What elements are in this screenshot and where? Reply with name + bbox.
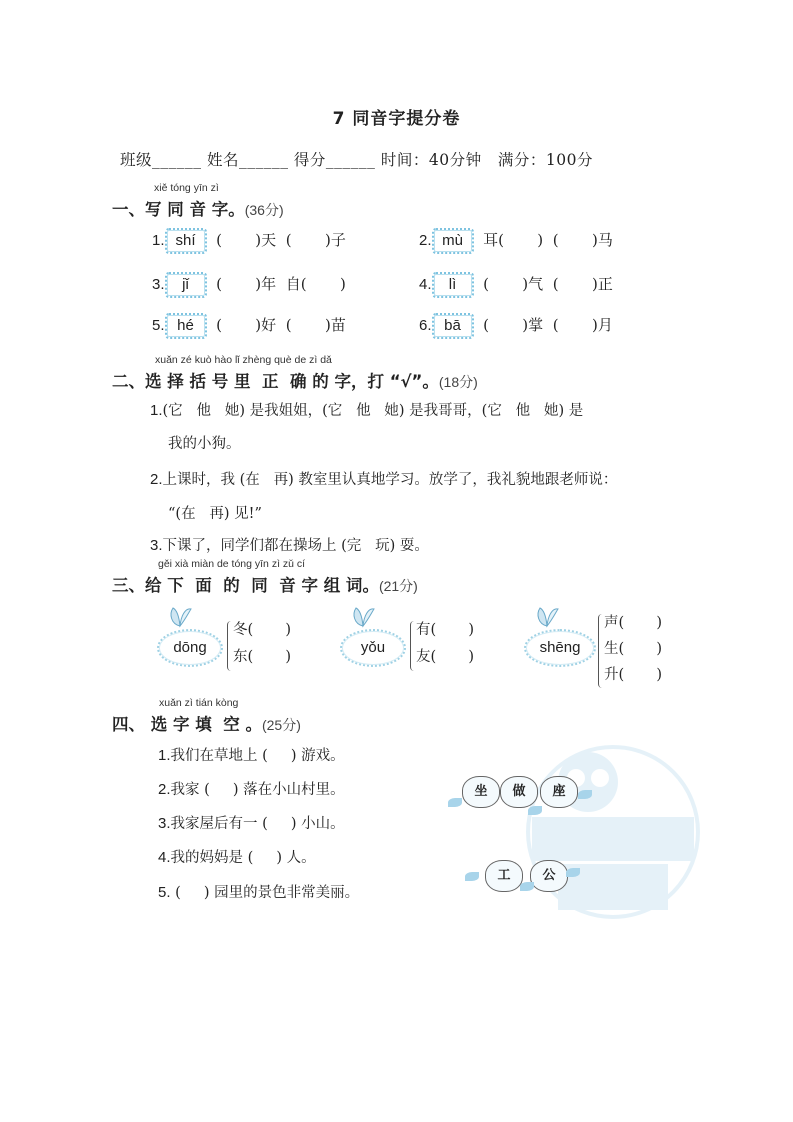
leaf-icon (520, 882, 534, 891)
word-row[interactable]: 有( ) (416, 622, 475, 638)
leaf-icon (528, 806, 542, 815)
s4-item[interactable]: 1.我们在草地上 ( ) 游戏。 (158, 747, 345, 764)
score-blank[interactable]: ______ (325, 151, 376, 169)
s1-item: 3. jǐ ( )年 自( ) (152, 272, 346, 298)
pinyin-box: lì (432, 272, 474, 298)
brace (410, 621, 415, 671)
section2-title: 二、选 择 括 号 里 正 确 的 字，打 “√” (112, 372, 423, 391)
brace (598, 614, 603, 688)
choice-pumpkin: 做 (500, 776, 538, 808)
leaf-icon (448, 798, 462, 807)
blank-a[interactable]: ( )年 (216, 275, 277, 293)
s4-item[interactable]: 5. ( ) 园里的景色非常美丽。 (158, 884, 360, 901)
butterfly-icon (167, 606, 193, 628)
word-row[interactable]: 声( ) (604, 615, 663, 631)
leaf-icon (578, 790, 592, 799)
blank-b[interactable]: ( )正 (552, 275, 613, 293)
section3-title: 三、给 下 面 的 同 音 字 组 词 (112, 576, 363, 595)
s2-item-3-line1: 3.下课了，同学们都在操场上 (完 玩) 耍。 (150, 537, 429, 554)
section1-heading: xiě tóng yīn zì 一、写 同 音 字。(36分) (112, 182, 284, 219)
section4-pinyin: xuǎn zì tián kòng (159, 697, 239, 709)
choice-pumpkin: 坐 (462, 776, 500, 808)
blank-a[interactable]: ( )天 (216, 231, 277, 249)
section4-title: 四、 选 字 填 空 (112, 715, 240, 734)
student-info-line (120, 148, 593, 170)
time-limit: 时间：40分钟 (380, 151, 482, 169)
pinyin-oval: shēng (524, 629, 596, 667)
s1-item: 6. bā ( )掌 ( )月 (419, 313, 613, 339)
pinyin-oval: yǒu (340, 629, 406, 667)
blank-b[interactable]: ( )苗 (285, 316, 346, 334)
section2-heading: xuǎn zé kuò hào lǐ zhèng què de zì dǎ 二、选 择 括 号 里 正 确 的 字，打 “√”。(18分) (112, 354, 478, 391)
section4-heading: xuǎn zì tián kòng 四、 选 字 填 空 。(25分) (112, 697, 301, 734)
word-row[interactable]: 生( ) (604, 641, 663, 657)
leaf-icon (465, 872, 479, 881)
name-blank[interactable]: ______ (238, 151, 289, 169)
blank-a[interactable]: ( )掌 (483, 316, 544, 334)
page-title: 7 同音字提分卷 (332, 109, 461, 129)
class-label: 班级 (120, 151, 153, 169)
s4-item[interactable]: 3.我家屋后有一 ( ) 小山。 (158, 815, 345, 832)
butterfly-icon (350, 606, 376, 628)
blank-b[interactable]: ( )月 (552, 316, 613, 334)
s2-item-1-line1: 1.(它 他 她) 是我姐姐，(它 他 她) 是我哥哥，(它 他 她) 是 (150, 402, 584, 419)
s2-item-2-line1: 2.上课时，我 (在 再) 教室里认真地学习。放学了，我礼貌地跟老师说： (150, 471, 618, 488)
choice-pumpkin: 工 (485, 860, 523, 892)
section2-pinyin: xuǎn zé kuò hào lǐ zhèng què de zì dǎ (155, 354, 332, 366)
full-score: 满分：100分 (497, 151, 593, 169)
section1-points: (36分) (244, 202, 284, 218)
section3-pinyin: gěi xià miàn de tóng yīn zì zǔ cí (158, 558, 306, 570)
pinyin-box: hé (165, 313, 207, 339)
section4-points: (25分) (261, 717, 301, 733)
section3-points: (21分) (378, 578, 418, 594)
pinyin-oval: dōng (157, 629, 223, 667)
word-row[interactable]: 东( ) (233, 649, 292, 665)
blank-a[interactable]: ( )气 (483, 275, 544, 293)
s1-item: 4. lì ( )气 ( )正 (419, 272, 613, 298)
section1-title: 一、写 同 音 字 (112, 200, 229, 219)
s2-item-1-line2: 我的小狗。 (168, 436, 241, 452)
pinyin-box: mù (432, 228, 474, 254)
s1-item: 2. mù 耳( ) ( )马 (419, 228, 613, 254)
choice-pumpkin: 座 (540, 776, 578, 808)
s2-item-2-line2: “(在 再) 见!” (168, 506, 262, 522)
pinyin-box: bā (432, 313, 474, 339)
section3-heading: gěi xià miàn de tóng yīn zì zǔ cí 三、给 下 面 的 同 音 字 组 词。(21分) (112, 558, 418, 595)
s4-item[interactable]: 2.我家 ( ) 落在小山村里。 (158, 781, 345, 798)
section2-points: (18分) (438, 374, 478, 390)
blank-b[interactable]: 自( ) (285, 275, 346, 293)
word-row[interactable]: 友( ) (416, 649, 475, 665)
blank-b[interactable]: ( )子 (285, 231, 346, 249)
brace (227, 621, 232, 671)
blank-a[interactable]: ( )好 (216, 316, 277, 334)
pinyin-box: jǐ (165, 272, 207, 298)
section1-pinyin: xiě tóng yīn zì (154, 182, 219, 194)
leaf-icon (566, 868, 580, 877)
class-blank[interactable]: ______ (152, 151, 202, 169)
blank-a[interactable]: 耳( ) (483, 231, 544, 249)
name-label: 姓名 (206, 151, 239, 169)
choice-pumpkin: 公 (530, 860, 568, 892)
word-row[interactable]: 冬( ) (233, 622, 292, 638)
watermark-logo-icon (518, 722, 708, 922)
s4-item[interactable]: 4.我的妈妈是 ( ) 人。 (158, 849, 316, 866)
blank-b[interactable]: ( )马 (552, 231, 613, 249)
word-row[interactable]: 升( ) (604, 667, 663, 683)
s1-item: 1. shí ( )天 ( )子 (152, 228, 346, 254)
s1-item: 5. hé ( )好 ( )苗 (152, 313, 346, 339)
score-label: 得分 (293, 151, 326, 169)
butterfly-icon (534, 606, 560, 628)
pinyin-box: shí (165, 228, 207, 254)
